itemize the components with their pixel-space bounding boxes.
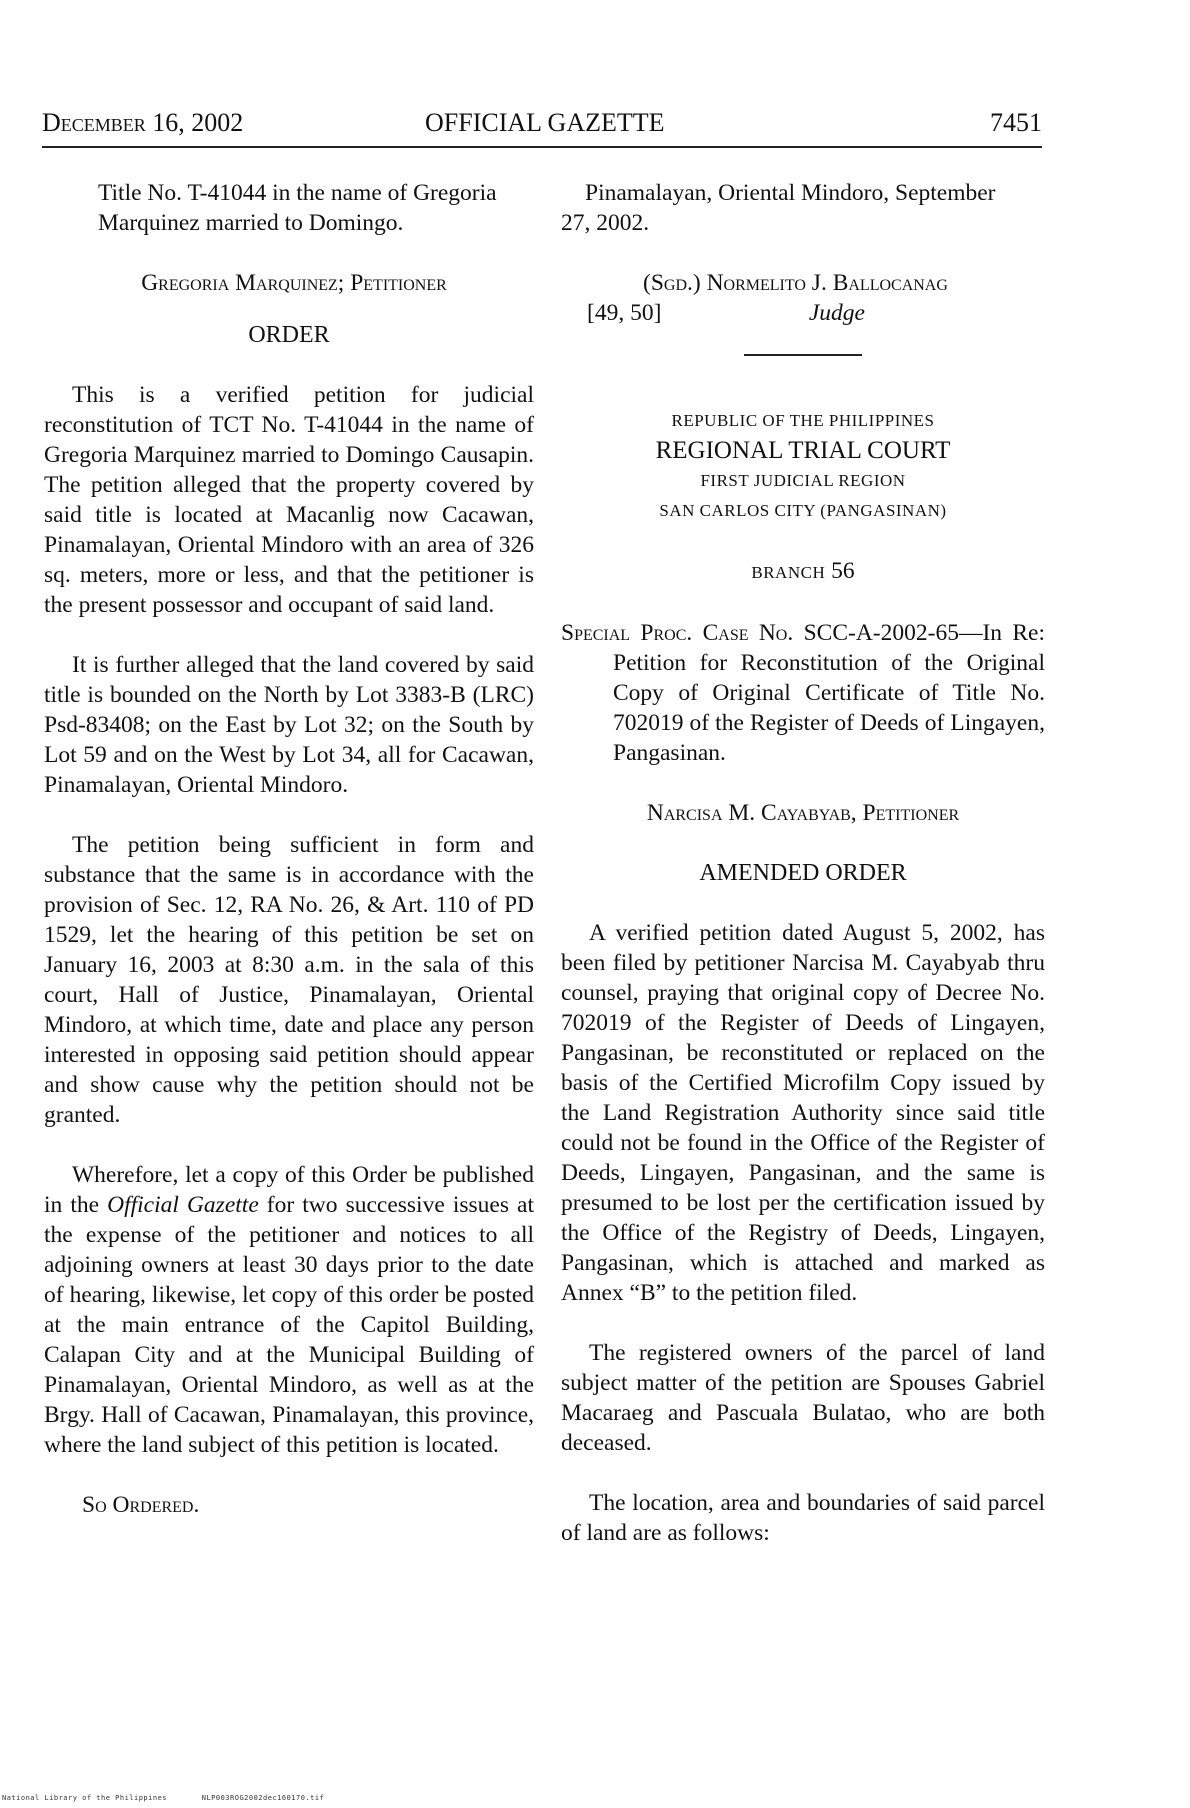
header-title: OFFICIAL GAZETTE — [425, 108, 665, 137]
intro-line-2: Marquinez married to Domingo. — [98, 210, 404, 236]
right-paragraph-1: A verified petition dated August 5, 2002, has been filed by petitioner Narcisa M. Cayabyab thru counsel, praying that original copy of Decree No. 702019 of the Register of Deeds of Lingayen, Pangasinan, be reconstituted or replaced on the basis of the Certified Microfilm Copy issued by the Land Registration Authority since said title could not be found in the Office of the Register of Deeds, Lingayen, Pangasinan, and the same is presumed to be lost per the certification issued by the Office of the Registry of Deeds, Lingayen, Pangasinan, which is attached and marked as Annex “B” to the petition filed. — [561, 920, 1045, 1306]
region-heading: FIRST JUDICIAL REGION — [700, 471, 906, 490]
place-date-line-1: Pinamalayan, Oriental Mindoro, September — [585, 180, 996, 206]
signer-title: Judge — [808, 300, 865, 326]
signature-row — [561, 298, 1045, 328]
branch-number: 56 — [831, 558, 855, 584]
header-rule — [42, 146, 1042, 148]
case-label: Special Proc. Case No. — [561, 620, 794, 646]
paragraph-4 — [44, 1160, 534, 1460]
paragraph-3: The petition being sufficient in form and substance that the same is in accordance with the provision of Sec. 12, RA No. 26, & Art. 110 of PD 1529, let the hearing of this petition be set on January 16, 2003 at 8:30 a.m. in the sala of this court, Hall of Justice, Pinamalayan, Oriental Mindoro, at which time, date and place any person interested in opposing said petition should appear and show cause why the petition should not be granted. — [44, 832, 534, 1128]
right-paragraph-2: The registered owners of the parcel of land subject matter of the petition are Spouses Gabriel Macaraeg and Pascuala Bulatao, who are both deceased. — [561, 1340, 1045, 1456]
paragraph-4-end: for two successive issues at the expense of the petitioner and notices to all adjoining owners at least 30 days prior to the date of hearing, likewise, let copy of this order be posted at the main entrance of the Capitol Building, Calapan City and at the Municipal Building of Pinamalayan, Oriental Mindoro, as well as at the Brgy. Hall of Cacawan, Pinamalayan, this province, where the land subject of this petition is located. — [44, 1192, 534, 1458]
order-title: ORDER — [248, 322, 330, 348]
closing-so-ordered: So Ordered. — [82, 1492, 200, 1518]
amended-order-title: AMENDED ORDER — [699, 860, 907, 886]
left-column — [44, 178, 534, 1520]
paragraph-1: This is a verified petition for judicial reconstitution of TCT No. T-41044 in the name of Gregoria Marquinez married to Domingo Causapin. The petition alleged that the property covered by said title is located at Macanlig now Cacawan, Pinamalayan, Oriental Mindoro with an area of 326 sq. meters, more or less, and that the petitioner is the present possessor and occupant of said land. — [44, 382, 534, 618]
footer-file: NLP003ROG2002dec160170.tif — [201, 1794, 325, 1802]
section-divider — [744, 354, 862, 356]
branch-heading — [561, 556, 1045, 588]
signature-line: (Sgd.) Normelito J. Ballocanag — [643, 270, 948, 296]
republic-heading: REPUBLIC OF THE PHILIPPINES — [671, 411, 935, 430]
place-date-line-2: 27, 2002. — [561, 210, 650, 236]
intro-line-1: Title No. T-41044 in the name of Gregoria — [98, 180, 497, 206]
paragraph-2: It is further alleged that the land covered by said title is bounded on the North by Lot 3383-B (LRC) Psd-83408; on the East by Lot 32; on the South by Lot 59 and on the West by Lot 34, all for Cacawan, Pinamalayan, Oriental Mindoro. — [44, 652, 534, 798]
petitioner-line: Gregoria Marquinez; Petitioner — [141, 270, 447, 296]
branch-label: BRANCH — [751, 563, 826, 582]
footer-library: National Library of the Philippines — [2, 1794, 168, 1802]
court-heading: REGIONAL TRIAL COURT — [655, 437, 951, 464]
paragraph-4-start: Wherefore, let a copy of this Order be published in the — [44, 1162, 534, 1218]
case-text: SCC-A-2002-65—In Re: Petition for Reconstitution of the Original Copy of Original Certificate of Title No. 702019 of the Register of Deeds of Lingayen, Pangasinan. — [613, 620, 1046, 766]
page-number: 7451 — [990, 108, 1042, 137]
right-paragraph-3: The location, area and boundaries of said parcel of land are as follows: — [561, 1490, 1045, 1546]
header-date: December 16, 2002 — [42, 108, 244, 137]
page-header — [42, 108, 1042, 148]
reference-numbers: [49, 50] — [587, 300, 662, 326]
city-heading: SAN CARLOS CITY (PANGASINAN) — [659, 501, 947, 520]
right-column — [561, 178, 1045, 1578]
scan-footer — [2, 1794, 354, 1802]
gazette-italic: Official Gazette — [107, 1192, 259, 1218]
case-caption — [561, 618, 1045, 768]
petitioner-line-right: Narcisa M. Cayabyab, Petitioner — [646, 800, 960, 826]
